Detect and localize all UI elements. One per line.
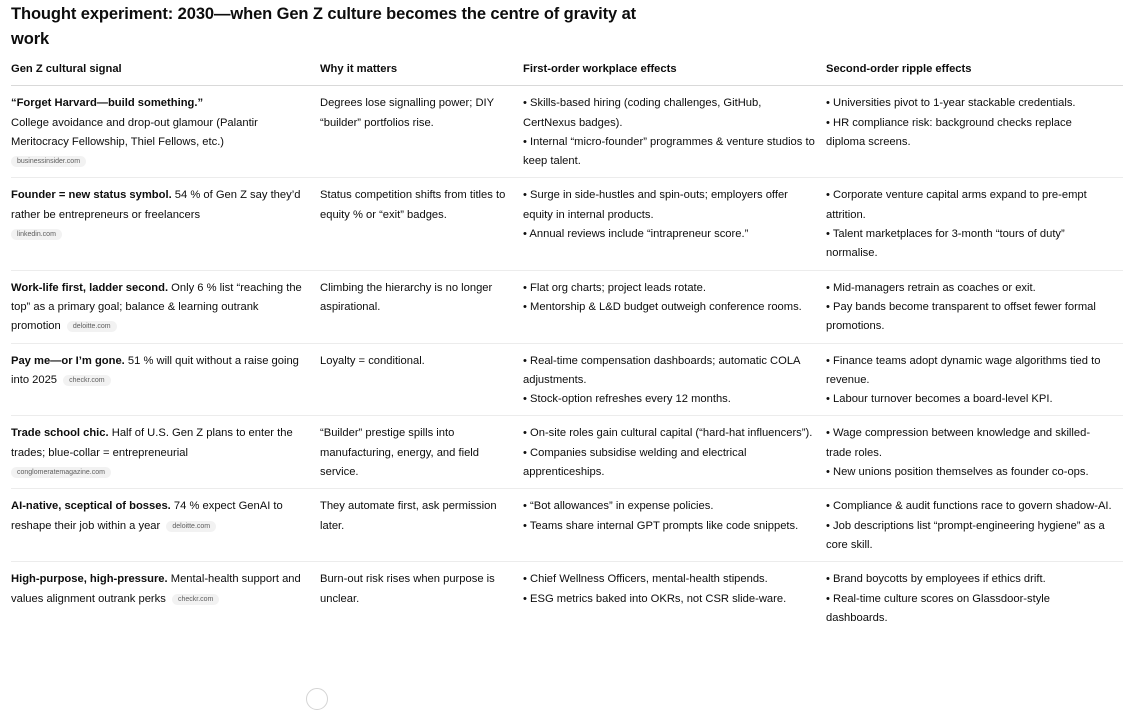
signal-text: 74 % expect GenAI to reshape their job within a year <box>11 500 283 532</box>
signal-cell <box>11 562 320 634</box>
bullet: • Compliance & audit functions race to govern shadow-AI. <box>826 500 1112 513</box>
source-link[interactable]: checkr.com <box>63 375 110 386</box>
header-why: Why it matters <box>320 60 523 86</box>
bullet: • Real-time compensation dashboards; automatic COLA adjustments. <box>523 354 800 386</box>
why-cell: They automate first, ask permission later. <box>320 489 523 562</box>
bullet: • ESG metrics baked into OKRs, not CSR slide-ware. <box>523 592 787 605</box>
bullet: • Chief Wellness Officers, mental-health stipends. <box>523 573 768 586</box>
table-row <box>11 562 1123 634</box>
table-row <box>11 416 1123 489</box>
table-header <box>11 60 1123 86</box>
signal-text: College avoidance and drop-out glamour (Palantir Meritocracy Fellowship, Thiel Fellows, etc.) <box>11 116 258 148</box>
header-first-order: First-order workplace effects <box>523 60 826 86</box>
second-order-cell <box>826 562 1123 634</box>
source-link[interactable]: checkr.com <box>172 594 219 605</box>
second-order-cell <box>826 416 1123 489</box>
bullet: • Annual reviews include “intrapreneur score.” <box>523 228 749 241</box>
bullet: • Internal “micro-founder” programmes & venture studios to keep talent. <box>523 135 815 168</box>
header-second-order: Second-order ripple effects <box>826 60 1123 86</box>
header-row <box>11 60 1123 86</box>
signal-cell <box>11 178 320 270</box>
bullet: • Flat org charts; project leads rotate. <box>523 281 706 294</box>
signal-cell <box>11 270 320 343</box>
signal-lead: Pay me—or I’m gone. <box>11 354 125 367</box>
signal-cell <box>11 416 320 489</box>
first-order-cell <box>523 178 826 270</box>
source-link[interactable]: conglomeratemagazine.com <box>11 467 111 478</box>
bullet: • Universities pivot to 1-year stackable credentials. <box>826 97 1076 110</box>
bullet: • Surge in side-hustles and spin-outs; employers offer equity in internal products. <box>523 189 788 221</box>
signal-text: 54 % of Gen Z say they’d rather be entrepreneurs or freelancers <box>11 189 301 221</box>
why-cell: Degrees lose signalling power; DIY “builder” portfolios rise. <box>320 86 523 178</box>
why-cell: Climbing the hierarchy is no longer aspirational. <box>320 270 523 343</box>
signal-cell <box>11 489 320 562</box>
table-row <box>11 270 1123 343</box>
second-order-cell <box>826 489 1123 562</box>
source-link[interactable]: businessinsider.com <box>11 156 86 167</box>
bullet: • Mentorship & L&D budget outweigh conference rooms. <box>523 300 802 313</box>
signal-lead: Founder = new status symbol. <box>11 189 172 202</box>
bullet: • Job descriptions list “prompt-engineering hygiene” as a core skill. <box>826 519 1105 551</box>
table-row <box>11 86 1123 178</box>
why-cell: Status competition shifts from titles to equity % or “exit” badges. <box>320 178 523 270</box>
first-order-cell <box>523 86 826 178</box>
bullet: • Labour turnover becomes a board-level KPI. <box>826 393 1053 406</box>
header-signal: Gen Z cultural signal <box>11 60 320 86</box>
signal-lead: AI-native, sceptical of bosses. <box>11 500 171 513</box>
bullet: • On-site roles gain cultural capital (“hard-hat influencers”). <box>523 427 813 440</box>
bullet: • Mid-managers retrain as coaches or exit. <box>826 281 1036 294</box>
second-order-cell <box>826 270 1123 343</box>
bullet: • Real-time culture scores on Glassdoor-style dashboards. <box>826 592 1051 624</box>
scroll-down-button[interactable] <box>306 688 328 710</box>
signal-text: Only 6 % list “reaching the top” as a primary goal; balance & learning outrank promotion <box>11 281 302 333</box>
bullet: • Pay bands become transparent to offset fewer formal promotions. <box>826 300 1096 333</box>
signal-cell <box>11 343 320 416</box>
table-body <box>11 86 1123 634</box>
first-order-cell <box>523 562 826 634</box>
table-row <box>11 489 1123 562</box>
signal-text: 51 % will quit without a raise going into 2025 <box>11 354 299 386</box>
second-order-cell <box>826 86 1123 178</box>
bullet: • Brand boycotts by employees if ethics drift. <box>826 573 1046 586</box>
second-order-cell <box>826 343 1123 416</box>
why-cell: Burn-out risk rises when purpose is unclear. <box>320 573 495 605</box>
signal-text: Mental-health support and values alignment outrank perks <box>11 573 301 605</box>
bullet: • “Bot allowances” in expense policies. <box>523 500 714 513</box>
bullet: • Stock-option refreshes every 12 months. <box>523 393 731 406</box>
bullet: • Teams share internal GPT prompts like code snippets. <box>523 519 799 532</box>
bullet: • Corporate venture capital arms expand to pre-empt attrition. <box>826 189 1087 221</box>
bullet: • Talent marketplaces for 3-month “tours of duty” normalise. <box>826 228 1065 260</box>
first-order-cell <box>523 489 826 562</box>
bullet: • Skills-based hiring (coding challenges, GitHub, CertNexus badges). <box>523 97 762 129</box>
bullet: • HR compliance risk: background checks replace diploma screens. <box>826 116 1072 148</box>
first-order-cell <box>523 343 826 416</box>
table-row <box>11 343 1123 416</box>
signal-lead: Work-life first, ladder second. <box>11 281 169 294</box>
signal-cell <box>11 86 320 178</box>
bullet: • Companies subsidise welding and electrical apprenticeships. <box>523 446 747 479</box>
page-title: Thought experiment: 2030—when Gen Z culture becomes the centre of gravity at work <box>11 5 637 48</box>
first-order-cell <box>523 270 826 343</box>
comparison-table <box>11 60 1123 634</box>
first-order-cell <box>523 416 826 489</box>
signal-lead: “Forget Harvard—build something.” <box>11 97 204 110</box>
why-cell: Loyalty = conditional. <box>320 343 523 416</box>
source-link[interactable]: linkedin.com <box>11 229 62 240</box>
signal-text: Half of U.S. Gen Z plans to enter the trades; blue-collar = entrepreneurial <box>11 427 293 459</box>
bullet: • Wage compression between knowledge and skilled-trade roles. <box>826 427 1091 459</box>
source-link[interactable]: deloitte.com <box>67 321 117 332</box>
source-link[interactable]: deloitte.com <box>166 521 216 532</box>
bullet: • Finance teams adopt dynamic wage algorithms tied to revenue. <box>826 354 1101 386</box>
table-row <box>11 178 1123 270</box>
signal-lead: High-purpose, high-pressure. <box>11 573 168 586</box>
signal-lead: Trade school chic. <box>11 427 109 440</box>
why-cell: “Builder” prestige spills into manufacturing, energy, and field service. <box>320 416 523 489</box>
bullet: • New unions position themselves as founder co-ops. <box>826 466 1089 479</box>
second-order-cell <box>826 178 1123 270</box>
page <box>11 0 1123 634</box>
